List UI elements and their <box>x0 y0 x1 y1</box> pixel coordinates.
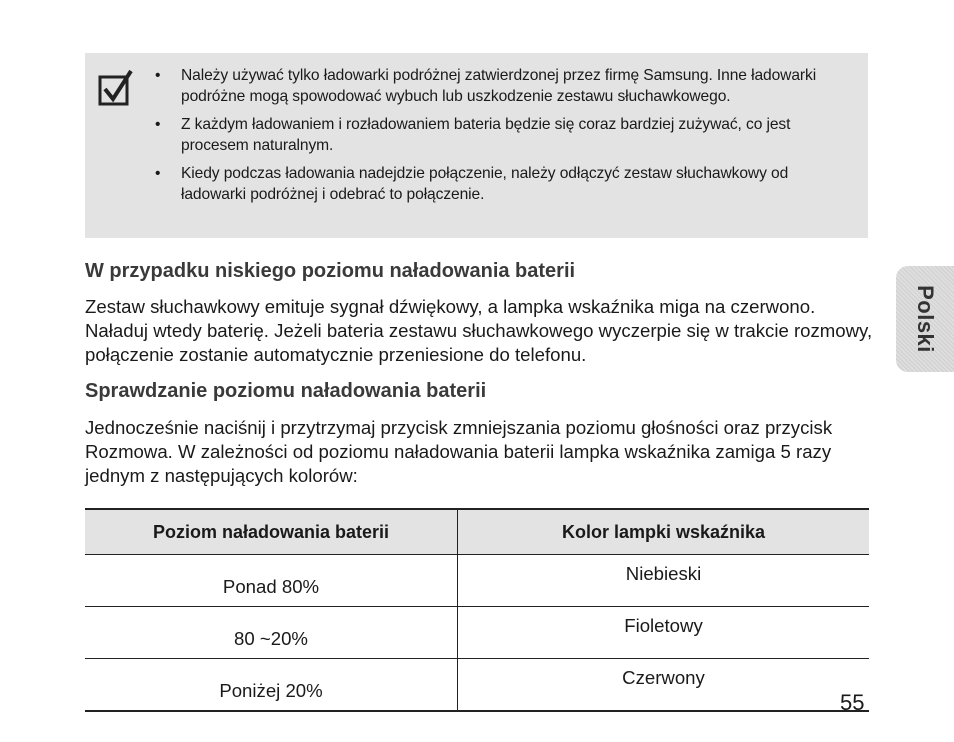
page-number: 55 <box>840 690 865 715</box>
table-header-cell: Kolor lampki wskaźnika <box>458 509 870 555</box>
table-cell-level: Poniżej 20% <box>85 659 458 712</box>
note-box <box>85 53 868 238</box>
table-header-cell: Poziom naładowania baterii <box>85 509 458 555</box>
section-heading-low-battery: W przypadku niskiego poziomu naładowania baterii <box>85 260 576 282</box>
bullet: • <box>155 116 161 133</box>
note-text: Z każdym ładowaniem i rozładowaniem bateria będzie się coraz bardziej zużywać, co jest procesem naturalnym. <box>181 116 791 154</box>
note-text: Kiedy podczas ładowania nadejdzie połączenie, należy odłączyć zestaw słuchawkowy od ładowarki podróżnej i odebrać to połączenie. <box>181 165 789 203</box>
table-cell-level: Ponad 80% <box>85 555 458 607</box>
table-row <box>85 659 869 712</box>
checkbox-check-icon <box>97 69 135 107</box>
note-item <box>155 163 855 205</box>
table-header-row <box>85 509 869 555</box>
battery-level-table <box>85 508 869 712</box>
table-cell-color: Fioletowy <box>458 607 870 659</box>
section-body-check-battery: Jednocześnie naciśnij i przytrzymaj przycisk zmniejszania poziomu głośności oraz przycisk Rozmowa. W zależności od poziomu naładowania baterii lampka wskaźnika zamiga 5 razy jednym z następujących kolorów: <box>85 417 833 486</box>
table-row <box>85 555 869 607</box>
note-item <box>155 114 855 156</box>
section-body-low-battery: Zestaw słuchawkowy emituje sygnał dźwiękowy, a lampka wskaźnika miga na czerwono. Naładuj wtedy baterię. Jeżeli bateria zestawu słuchawkowego wyczerpie się w trakcie rozmowy, połączenie zostanie automatycznie przeniesione do telefonu. <box>85 296 873 365</box>
bullet: • <box>155 165 161 182</box>
note-list <box>155 65 855 212</box>
note-text: Należy używać tylko ładowarki podróżnej zatwierdzonej przez firmę Samsung. Inne ładowarki podróżne mogą spowodować wybuch lub uszkodzenie zestawu słuchawkowego. <box>181 67 817 105</box>
table-cell-color: Czerwony <box>458 659 870 712</box>
language-tab-label: Polski <box>913 285 938 353</box>
note-item <box>155 65 855 107</box>
table-row <box>85 607 869 659</box>
table-cell-color: Niebieski <box>458 555 870 607</box>
section-heading-check-battery: Sprawdzanie poziomu naładowania baterii <box>85 380 487 402</box>
table-cell-level: 80 ~20% <box>85 607 458 659</box>
bullet: • <box>155 67 161 84</box>
language-tab <box>896 266 954 372</box>
